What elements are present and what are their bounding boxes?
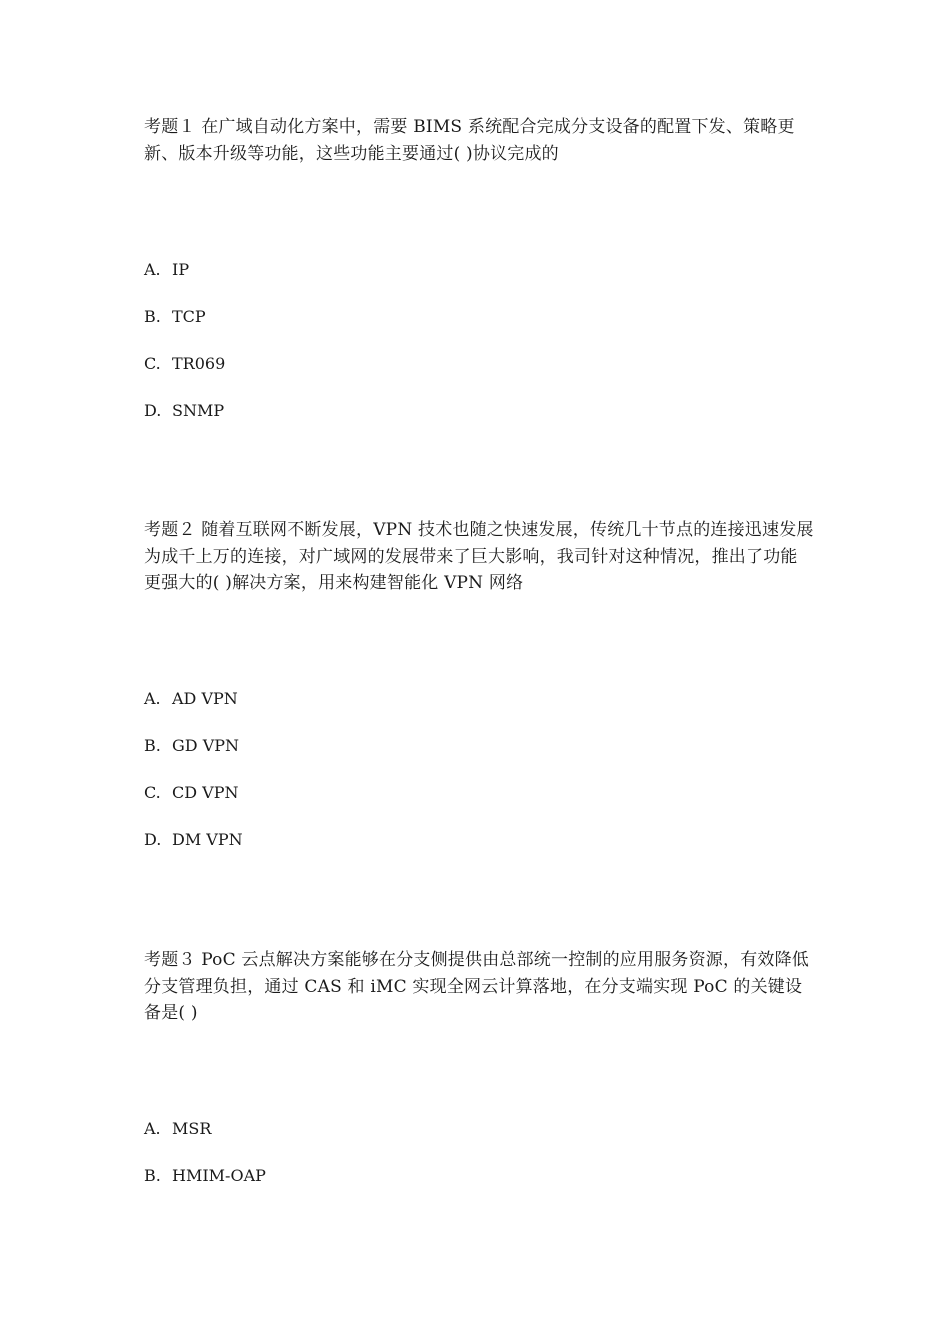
option-list xyxy=(144,260,225,448)
option-letter: D. xyxy=(144,401,162,420)
question-2 xyxy=(144,517,814,849)
option-text: TCP xyxy=(172,307,206,326)
option-text: SNMP xyxy=(172,401,225,420)
option-text: DM VPN xyxy=(172,830,243,849)
option-letter: C. xyxy=(144,354,161,373)
option-letter: B. xyxy=(144,736,161,755)
option-letter: A. xyxy=(144,1119,161,1138)
question-stem: 考题３ PoC 云点解决方案能够在分支侧提供由总部统一控制的应用服务资源，有效降低分支管理负担，通过 CAS 和 iMC 实现全网云计算落地，在分支端实现 PoC 的关键设备是( ) xyxy=(144,950,809,1023)
option-letter: A. xyxy=(144,689,161,708)
question-stem: 考题２ 随着互联网不断发展，VPN 技术也随之快速发展，传统几十节点的连接迅速发展为成千上万的连接，对广域网的发展带来了巨大影响，我司针对这种情况，推出了功能更强大的( )解决方案，用来构建智能化 VPN 网络 xyxy=(144,520,814,593)
question-3 xyxy=(144,947,814,1185)
option-text: AD VPN xyxy=(172,689,238,708)
question-1 xyxy=(144,114,814,420)
option-a xyxy=(144,1119,266,1166)
option-text: TR069 xyxy=(172,354,226,373)
option-letter: D. xyxy=(144,830,162,849)
option-letter: C. xyxy=(144,783,161,802)
option-b xyxy=(144,307,225,354)
option-list xyxy=(144,1119,266,1213)
option-a xyxy=(144,260,225,307)
option-d xyxy=(144,401,225,448)
option-d xyxy=(144,830,243,877)
option-letter: A. xyxy=(144,260,161,279)
option-a xyxy=(144,689,243,736)
option-c xyxy=(144,354,225,401)
option-text: MSR xyxy=(172,1119,212,1138)
option-b xyxy=(144,736,243,783)
option-list xyxy=(144,689,243,877)
option-text: IP xyxy=(172,260,190,279)
option-text: HMIM-OAP xyxy=(172,1166,266,1185)
option-letter: B. xyxy=(144,307,161,326)
option-c xyxy=(144,783,243,830)
question-stem: 考题１ 在广域自动化方案中，需要 BIMS 系统配合完成分支设备的配置下发、策略更新、版本升级等功能，这些功能主要通过( )协议完成的 xyxy=(144,117,795,164)
option-b xyxy=(144,1166,266,1213)
option-letter: B. xyxy=(144,1166,161,1185)
option-text: GD VPN xyxy=(172,736,240,755)
option-text: CD VPN xyxy=(172,783,239,802)
